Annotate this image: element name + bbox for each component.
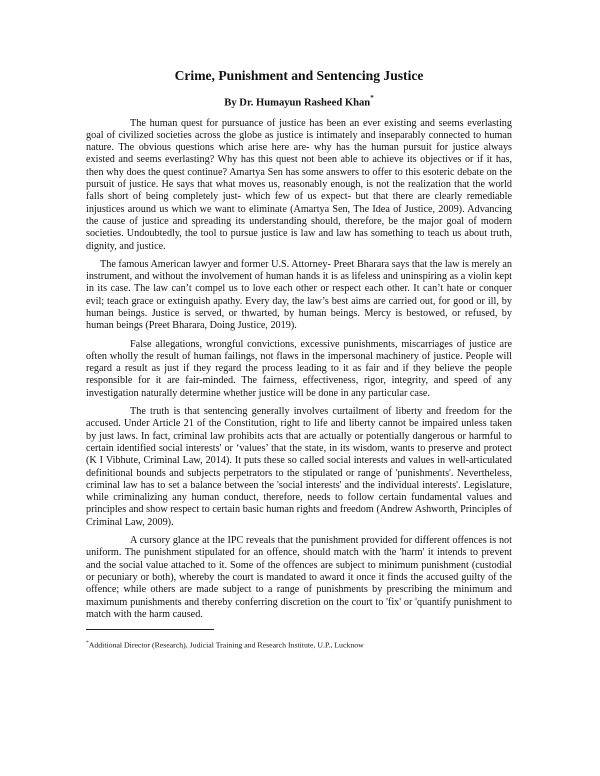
author-byline (86, 95, 512, 109)
paragraph-2: The famous American lawyer and former U.S. Attorney- Preet Bharara says that the law is merely an instrument, and without the involvement of human hands it is as lifeless and uninspiring as a violin kept in its case. The law can’t compel us to love each other or respect each other. It can’t hate or conquer evil; teach grace or extinguish apathy. Every day, the law’s best aims are carried out, for good or ill, by human beings. Justice is served, or thwarted, by human beings. Mercy is bestowed, or refused, by human beings (Preet Bharara, Doing Justice, 2019). (86, 258, 512, 332)
paragraph-4: The truth is that sentencing generally involves curtailment of liberty and freedom for the accused. Under Article 21 of the Constitution, right to life and liberty cannot be impaired unless taken by just laws. In fact, criminal law prohibits acts that are actually or potentially dangerous or harmful to certain identified social interests' or ‘values’ that the state, in its wisdom, wants to preserve and protect (K I Vibhute, Criminal Law, 2014). It puts these so called social interests and values in well-articulated definitional bounds and subjects perpetrators to the stipulated or range of 'punishments'. Nevertheless, criminal law has to set a balance between the 'social interests' and the individual interests'. Legislature, while criminalizing any human conduct, therefore, needs to follow certain fundamental values and principles and show respect to certain basic human rights and freedom (Andrew Ashworth, Principles of Criminal Law, 2009). (86, 406, 512, 528)
author-footnote-mark: * (370, 94, 374, 102)
footnote-divider (86, 629, 214, 630)
footnote-text: Additional Director (Research), Judicial Training and Research Institute, U.P., Lucknow (88, 640, 364, 650)
author-name: By Dr. Humayun Rasheed Khan (224, 97, 371, 109)
footnote (86, 638, 512, 651)
paragraph-5: A cursory glance at the IPC reveals that the punishment provided for different offences is not uniform. The punishment stipulated for an offence, should match with the 'harm' it intends to prevent and the social value attached to it. Some of the offences are subject to minimum punishment (custodial or pecuniary or both), whereby the court is mandated to award it once it finds the accused guilty of the offence; while others are made subject to a range of punishments by prescribing the minimum and maximum punishments and thereby conferring discretion on the court to 'fix' or 'quantify punishment to match with the harm caused. (86, 535, 512, 620)
footnote-mark: * (86, 639, 89, 646)
paragraph-3: False allegations, wrongful convictions, excessive punishments, miscarriages of justice are often wholly the result of human failings, not flaws in the impersonal machinery of justice. People will regard a result as just if they regard the process leading to it as fair and if they believe the people responsible for it are fair-minded. The fairness, effectiveness, rigor, integrity, and speed of any investigation naturally determine whether justice will be done in any particular case. (86, 338, 512, 399)
article-title: Crime, Punishment and Sentencing Justice (174, 68, 424, 83)
paragraph-1: The human quest for pursuance of justice has been an ever existing and seems everlasting goal of civilized societies across the globe as justice is intimately and inseparably connected to human nature. The obvious questions which arise here are- why has the human pursuit for justice always existed and seems everlasting? Why has this quest not been able to achieve its objectives or if it has, then why does the quest continue? Amartya Sen has some answers to offer to this esoteric debate on the pursuit of justice. He says that what moves us, reasonably enough, is not the realization that the world falls short of being completely just- which few of us expect- but that there are clearly remediable injustices around us which we want to eliminate (Amartya Sen, The Idea of Justice, 2009). Advancing the cause of justice and spreading its understanding should, therefore, be the major goal of modern societies. Undoubtedly, the tool to pursue justice is law and law has something to teach us about truth, dignity, and justice. (86, 117, 512, 252)
